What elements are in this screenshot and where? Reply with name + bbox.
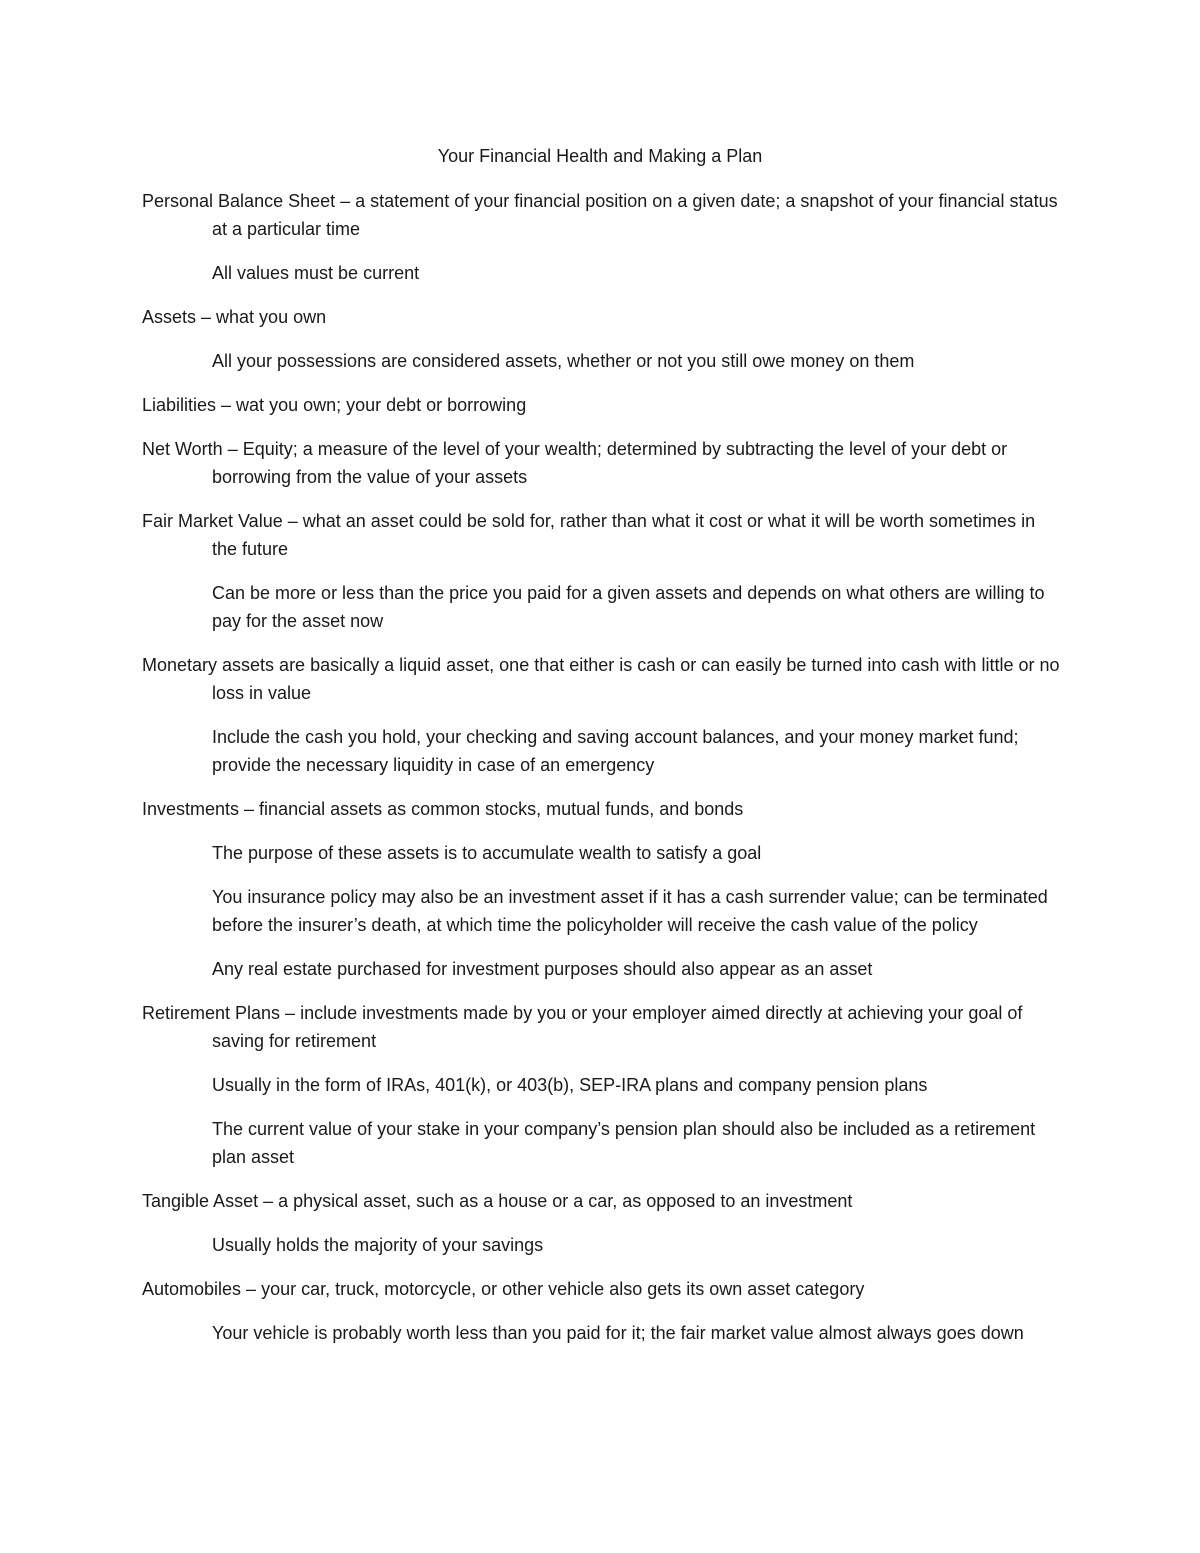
definition-monetary-assets: Monetary assets are basically a liquid asset, one that either is cash or can easily be turned into cash with little or no loss in value (142, 655, 1060, 703)
note-investments-purpose: The purpose of these assets is to accumulate wealth to satisfy a goal (212, 843, 762, 863)
note-fair-market-value: Can be more or less than the price you paid for a given assets and depends on what others are willing to pay for the asset now (212, 583, 1045, 631)
definition-liabilities: Liabilities – wat you own; your debt or borrowing (142, 395, 527, 415)
definition-retirement-plans: Retirement Plans – include investments made by you or your employer aimed directly at achieving your goal of saving for retirement (142, 1003, 1023, 1051)
note-monetary-assets: Include the cash you hold, your checking and saving account balances, and your money market fund; provide the necessary liquidity in case of an emergency (212, 727, 1019, 775)
definition-assets: Assets – what you own (142, 307, 327, 327)
definition-net-worth: Net Worth – Equity; a measure of the level of your wealth; determined by subtracting the level of your debt or borrowing from the value of your assets (142, 439, 1008, 487)
note-insurance-policy: You insurance policy may also be an investment asset if it has a cash surrender value; can be terminated before the insurer’s death, at which time the policyholder will receive the cash value of the policy (212, 887, 1048, 935)
document-body (142, 187, 1060, 1363)
definition-automobiles: Automobiles – your car, truck, motorcycle, or other vehicle also gets its own asset category (142, 1279, 865, 1299)
note-pension-stake: The current value of your stake in your company’s pension plan should also be included as a retirement plan asset (212, 1119, 1036, 1167)
definition-personal-balance-sheet: Personal Balance Sheet – a statement of your financial position on a given date; a snapshot of your financial status at a particular time (142, 191, 1058, 239)
note-possessions: All your possessions are considered assets, whether or not you still owe money on them (212, 351, 915, 371)
note-vehicle-value: Your vehicle is probably worth less than you paid for it; the fair market value almost always goes down (212, 1323, 1024, 1343)
definition-investments: Investments – financial assets as common stocks, mutual funds, and bonds (142, 799, 744, 819)
note-retirement-forms: Usually in the form of IRAs, 401(k), or 403(b), SEP-IRA plans and company pension plans (212, 1075, 928, 1095)
note-tangible-savings: Usually holds the majority of your savings (212, 1235, 544, 1255)
definition-tangible-asset: Tangible Asset – a physical asset, such as a house or a car, as opposed to an investment (142, 1191, 853, 1211)
note-real-estate: Any real estate purchased for investment purposes should also appear as an asset (212, 959, 873, 979)
definition-fair-market-value: Fair Market Value – what an asset could be sold for, rather than what it cost or what it will be worth sometimes in the future (142, 511, 1036, 559)
document-title: Your Financial Health and Making a Plan (437, 146, 763, 166)
note-values-current: All values must be current (212, 263, 420, 283)
